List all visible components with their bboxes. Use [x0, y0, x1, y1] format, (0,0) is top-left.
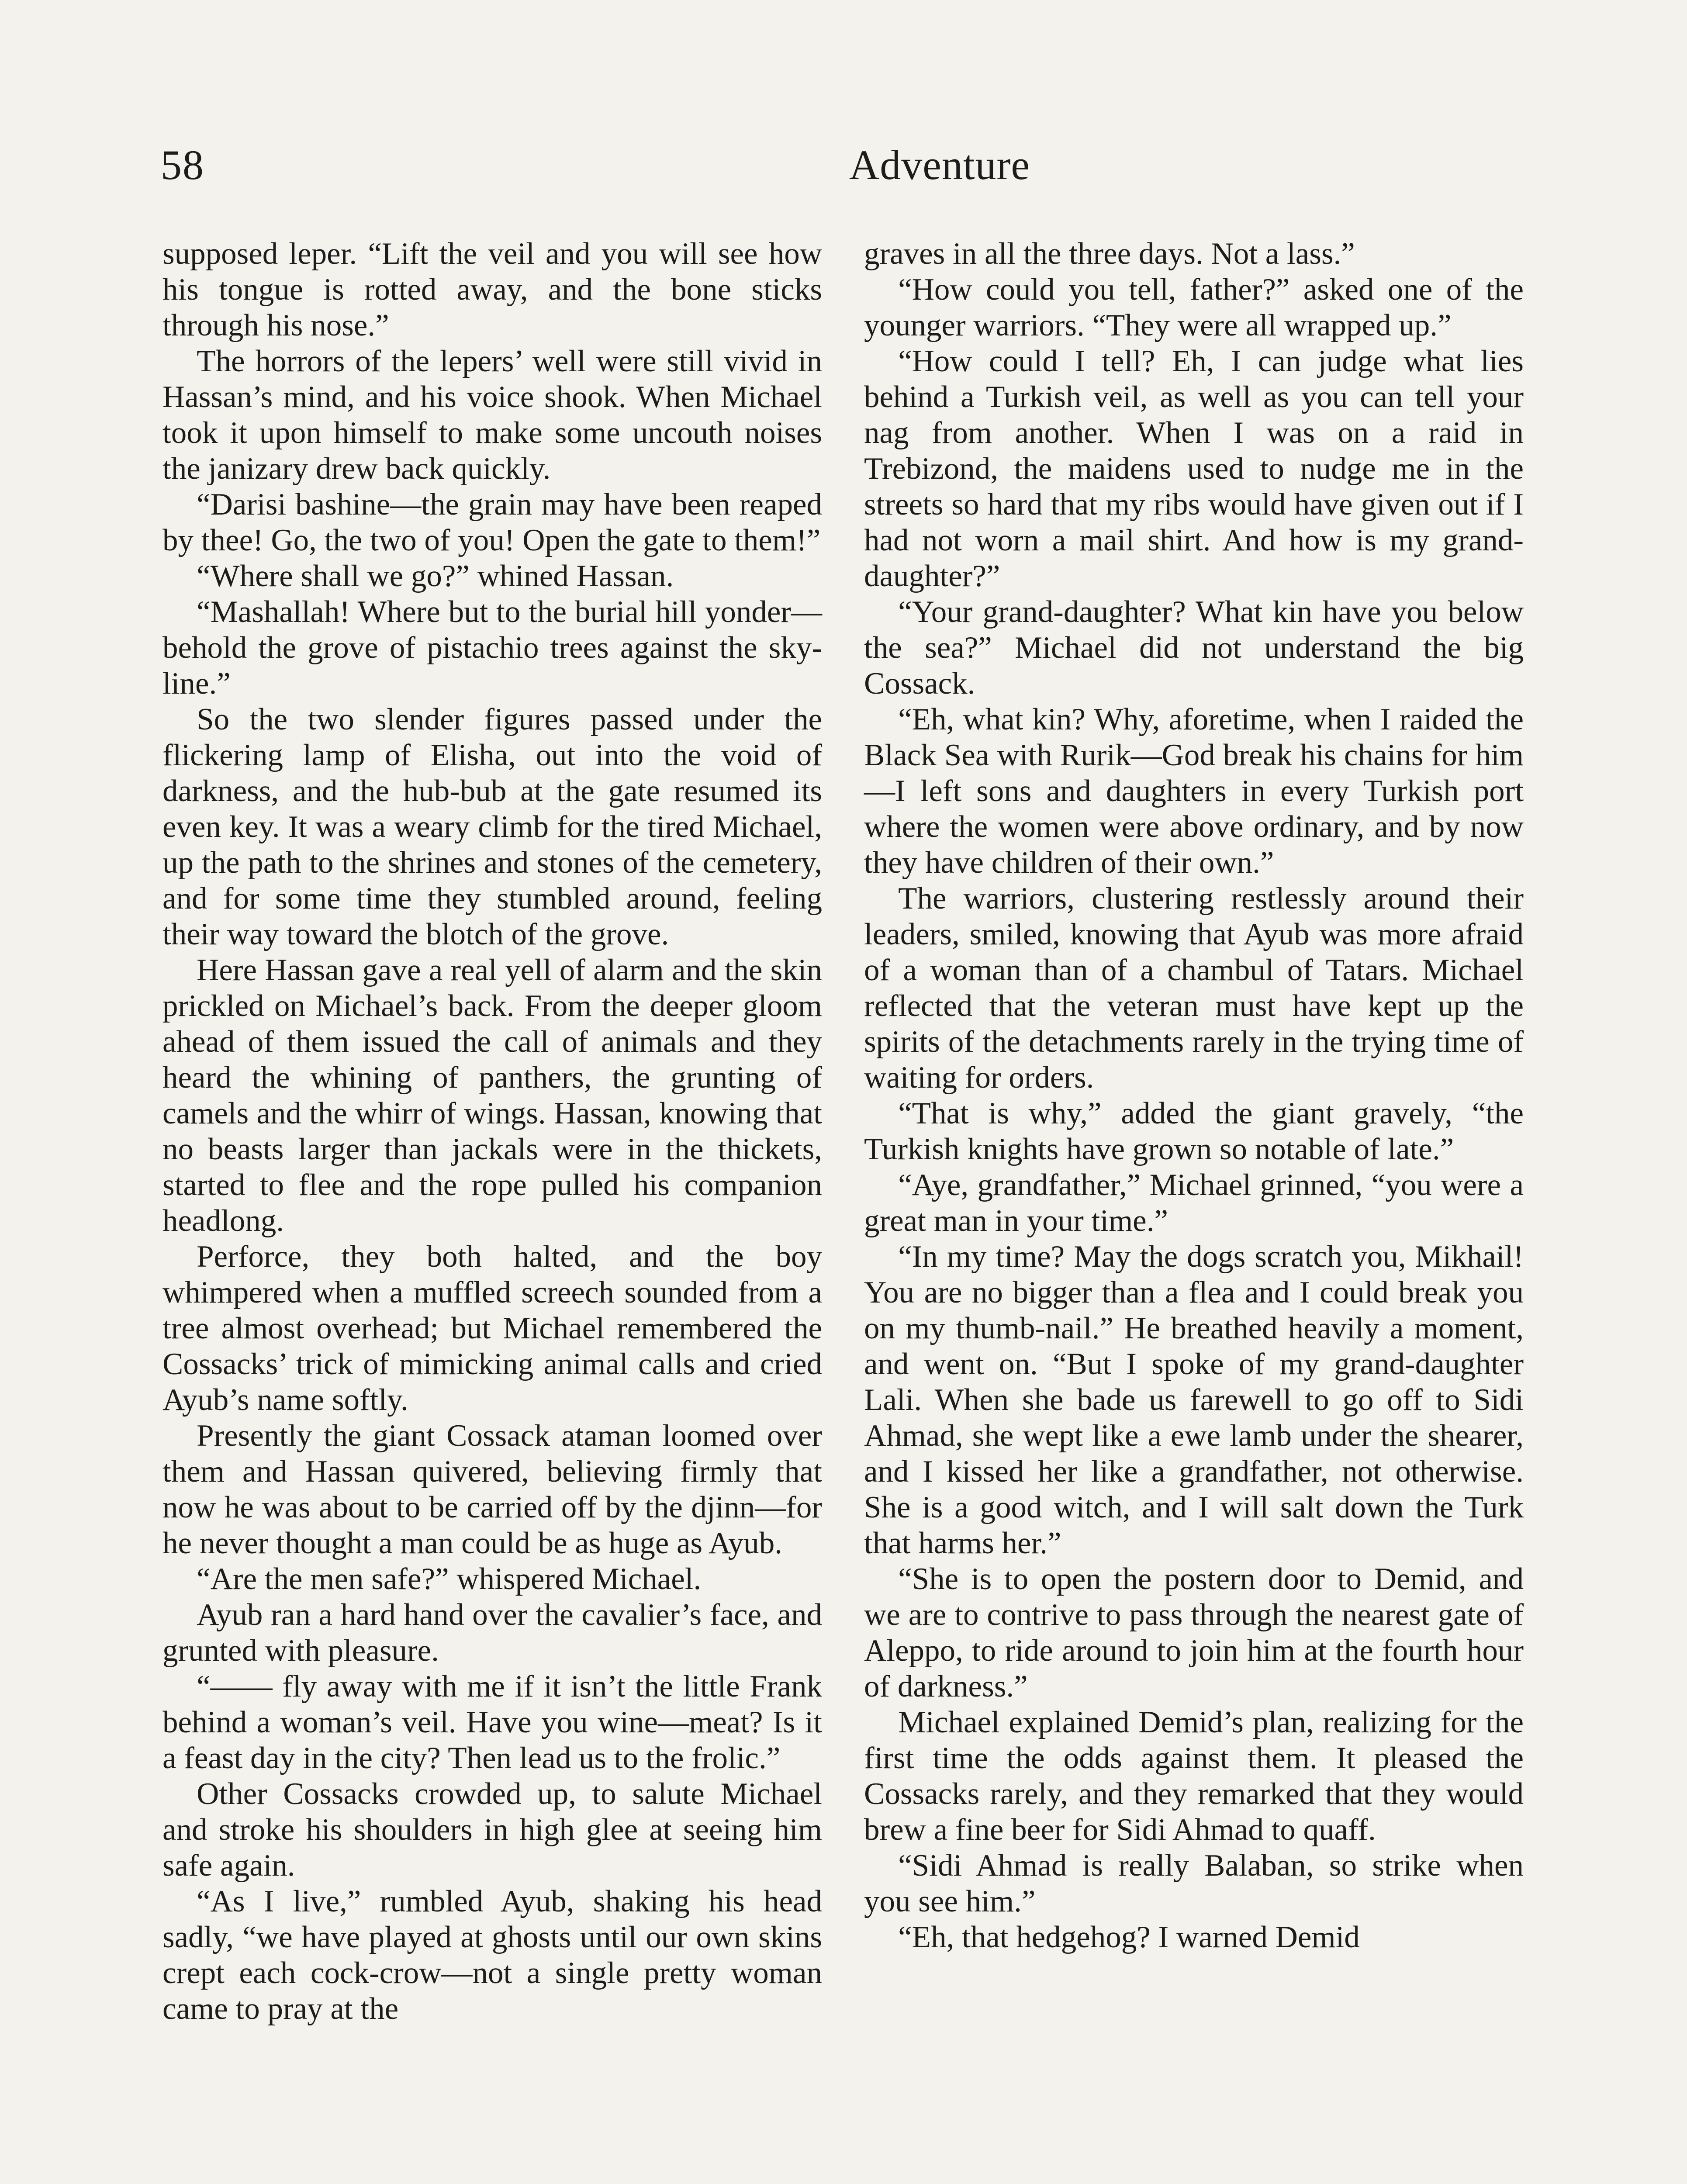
paragraph: “Mashallah! Where but to the burial hill yonder—behold the grove of pistachio trees against the sky-line.” — [162, 595, 822, 701]
paragraph: “—— fly away with me if it isn’t the little Frank behind a woman’s veil. Have you wine—meat? Is it a feast day in the city? Then lead us to the frolic.” — [162, 1669, 822, 1775]
right-column — [864, 236, 1524, 1955]
paragraph: “How could I tell? Eh, I can judge what lies behind a Turkish veil, as well as you can tell your nag from another. When I was on a raid in Trebizond, the maidens used to nudge me in the streets so hard that my ribs would have given out if I had not worn a mail shirt. And how is my grand-daughter?” — [864, 344, 1524, 593]
paragraph: “She is to open the postern door to Demid, and we are to contrive to pass through the nearest gate of Aleppo, to ride around to join him at the fourth hour of darkness.” — [864, 1562, 1524, 1704]
paragraph: The horrors of the lepers’ well were still vivid in Hassan’s mind, and his voice shook. When Michael took it upon himself to make some uncouth noises the janizary drew back quickly. — [162, 344, 822, 486]
paragraph: “That is why,” added the giant gravely, “the Turkish knights have grown so notable of late.” — [864, 1096, 1524, 1166]
paragraph: “Darisi bashine—the grain may have been reaped by thee! Go, the two of you! Open the gate to them!” — [162, 487, 822, 557]
running-head — [0, 144, 1687, 186]
paragraph: Other Cossacks crowded up, to salute Michael and stroke his shoulders in high glee at seeing him safe again. — [162, 1777, 822, 1883]
paragraph: Michael explained Demid’s plan, realizing for the first time the odds against them. It pleased the Cossacks rarely, and they remarked that they would brew a fine beer for Sidi Ahmad to quaff. — [864, 1705, 1524, 1847]
paragraph: Ayub ran a hard hand over the cavalier’s face, and grunted with pleasure. — [162, 1598, 822, 1668]
paragraph: The warriors, clustering restlessly around their leaders, smiled, knowing that Ayub was more afraid of a woman than of a chambul of Tatars. Michael reflected that the veteran must have kept up the spirits of the detachments rarely in the trying time of waiting for orders. — [864, 881, 1524, 1095]
paragraph: “Sidi Ahmad is really Balaban, so strike when you see him.” — [864, 1849, 1524, 1918]
paragraph: “Are the men safe?” whispered Michael. — [197, 1562, 702, 1596]
paragraph: “How could you tell, father?” asked one of the younger warriors. “They were all wrapped up.” — [864, 273, 1524, 342]
paragraph: So the two slender figures passed under the flickering lamp of Elisha, out into the void of darkness, and the hub-bub at the gate resumed its even key. It was a weary climb for the tired Michael, up the path to the shrines and stones of the cemetery, and for some time they stumbled around, feeling their way toward the blotch of the grove. — [162, 702, 822, 951]
page-number: 58 — [161, 142, 204, 188]
paragraph: “Where shall we go?” whined Hassan. — [197, 559, 674, 593]
paragraph: “Your grand-daughter? What kin have you below the sea?” Michael did not understand the big Cossack. — [864, 595, 1524, 701]
paragraph: “Eh, that hedgehog? I warned Demid — [898, 1920, 1360, 1954]
paragraph: “As I live,” rumbled Ayub, shaking his head sadly, “we have played at ghosts until our own skins crept each cock-crow—not a single pretty woman came to pray at the — [162, 1884, 822, 2026]
paragraph: graves in all the three days. Not a lass.” — [864, 237, 1355, 271]
paragraph: Here Hassan gave a real yell of alarm and the skin prickled on Michael’s back. From the deeper gloom ahead of them issued the call of animals and they heard the whining of panthers, the grunting of camels and the whirr of wings. Hassan, knowing that no beasts larger than jackals were in the thickets, started to flee and the rope pulled his companion headlong. — [162, 953, 822, 1238]
running-head-title: Adventure — [849, 142, 1030, 188]
paragraph: Presently the giant Cossack ataman loomed over them and Hassan quivered, believing firmly that now he was about to be carried off by the djinn—for he never thought a man could be as huge as Ayub. — [162, 1419, 822, 1560]
paragraph: “Aye, grandfather,” Michael grinned, “you were a great man in your time.” — [864, 1168, 1524, 1238]
paragraph: Perforce, they both halted, and the boy whimpered when a muffled screech sounded from a tree almost overhead; but Michael remembered the Cossacks’ trick of mimicking animal calls and cried Ayub’s name softly. — [162, 1240, 822, 1417]
left-column — [162, 236, 822, 2027]
paragraph: “Eh, what kin? Why, aforetime, when I raided the Black Sea with Rurik—God break his chains for him—I left sons and daughters in every Turkish port where the women were above ordinary, and by now they have children of their own.” — [864, 702, 1524, 880]
paragraph: supposed leper. “Lift the veil and you will see how his tongue is rotted away, and the bone sticks through his nose.” — [162, 237, 822, 342]
paragraph: “In my time? May the dogs scratch you, Mikhail! You are no bigger than a flea and I could break you on my thumb-nail.” He breathed heavily a moment, and went on. “But I spoke of my grand-daughter Lali. When she bade us farewell to go off to Sidi Ahmad, she wept like a ewe lamb under the shearer, and I kissed her like a grandfather, not otherwise. She is a good witch, and I will salt down the Turk that harms her.” — [864, 1240, 1524, 1560]
